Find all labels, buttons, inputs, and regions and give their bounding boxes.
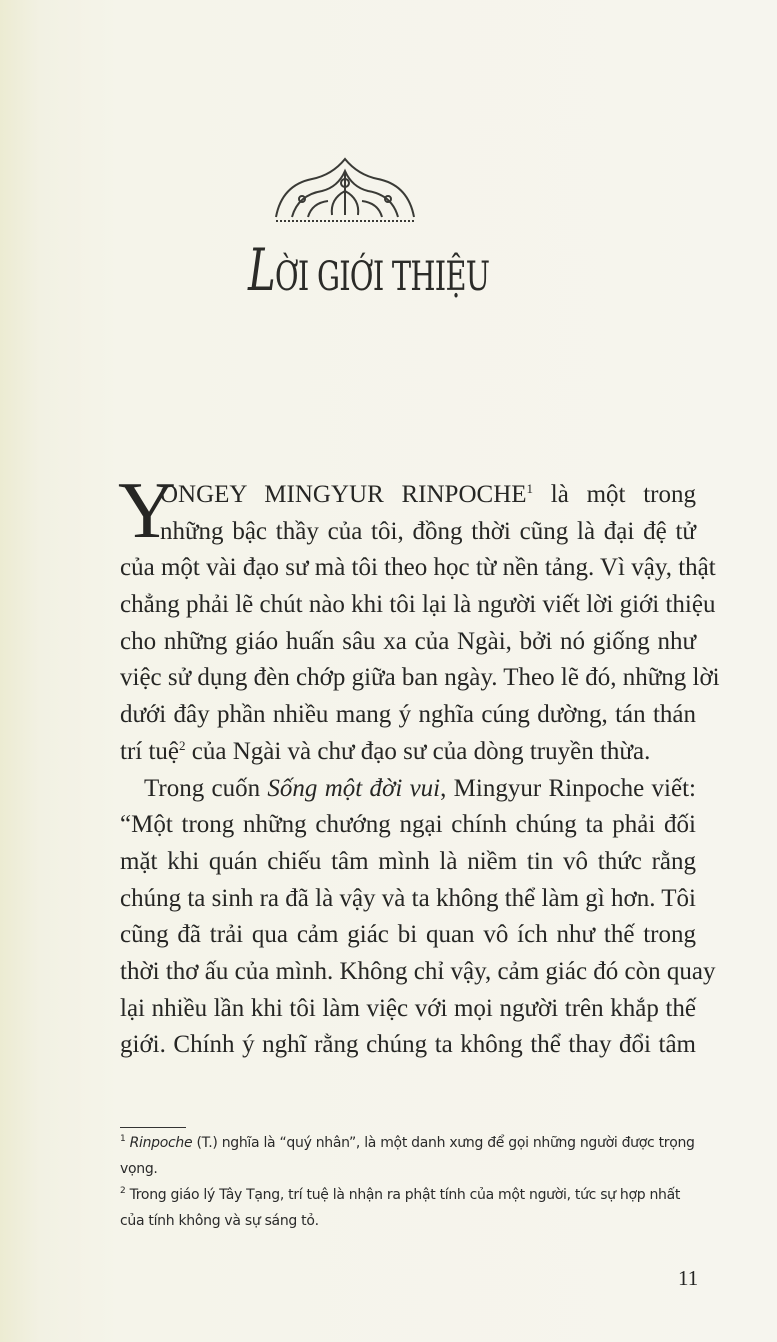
footnotes <box>120 1124 696 1234</box>
text-line: chẳng phải lẽ chút nào khi tôi lại là người viết lời giới thiệu <box>120 591 716 619</box>
title-initial: L <box>248 236 276 304</box>
text-line: chúng ta sinh ra đã là vậy và ta không thể làm gì hơn. Tôi <box>120 884 696 912</box>
body-text <box>118 467 720 1064</box>
chapter-ornament <box>272 155 418 225</box>
text-line: của một vài đạo sư mà tôi theo học từ nền tảng. Vì vậy, thật <box>120 554 716 582</box>
text-line: cũng đã trải qua cảm giác bi quan vô ích như thế trong <box>120 921 696 949</box>
drop-cap: Y <box>118 467 176 555</box>
text-line: Trong cuốn Sống một đời vui, Mingyur Rinpoche viết: <box>144 774 696 802</box>
text-line: ONGEY MINGYUR RINPOCHE$^1$ là một trong <box>160 481 696 508</box>
chapter-title <box>248 236 490 304</box>
text-line: cho những giáo huấn sâu xa của Ngài, bởi nó giống như <box>120 627 696 655</box>
footnote-2: $^2$ Trong giáo lý Tây Tạng, trí tuệ là nhận ra phật tính của một người, tức sự hợp nhất của tính không và sự sáng tỏ. <box>120 1186 681 1229</box>
text-line: việc sử dụng đèn chớp giữa ban ngày. Theo lẽ đó, những lời <box>120 664 720 692</box>
text-line: thời thơ ấu của mình. Không chỉ vậy, cảm giác đó còn quay <box>120 957 716 985</box>
text-line: mặt khi quán chiếu tâm mình là niềm tin vô thức rằng <box>120 847 696 875</box>
text-line: dưới đây phần nhiều mang ý nghĩa cúng dường, tán thán <box>120 701 696 729</box>
text-line: giới. Chính ý nghĩ rằng chúng ta không thể thay đổi tâm <box>120 1031 696 1059</box>
title-rest: ỜI GIỚI THIỆU <box>275 254 490 300</box>
text-line: trí tuệ$^2$ của Ngài và chư đạo sư của dòng truyền thừa. <box>120 737 651 765</box>
footnote-1: $^1$ Rinpoche (T.) nghĩa là “quý nhân”, là một danh xưng để gọi những người được trọng vọng. <box>120 1134 695 1177</box>
page-number: 11 <box>678 1266 699 1290</box>
text-line: lại nhiều lần khi tôi làm việc với mọi người trên khắp thế <box>120 994 696 1022</box>
text-line: những bậc thầy của tôi, đồng thời cũng là đại đệ tử <box>160 517 696 545</box>
text-line: “Một trong những chướng ngại chính chúng ta phải đối <box>120 811 696 839</box>
book-title: Sống một đời vui <box>267 774 441 802</box>
